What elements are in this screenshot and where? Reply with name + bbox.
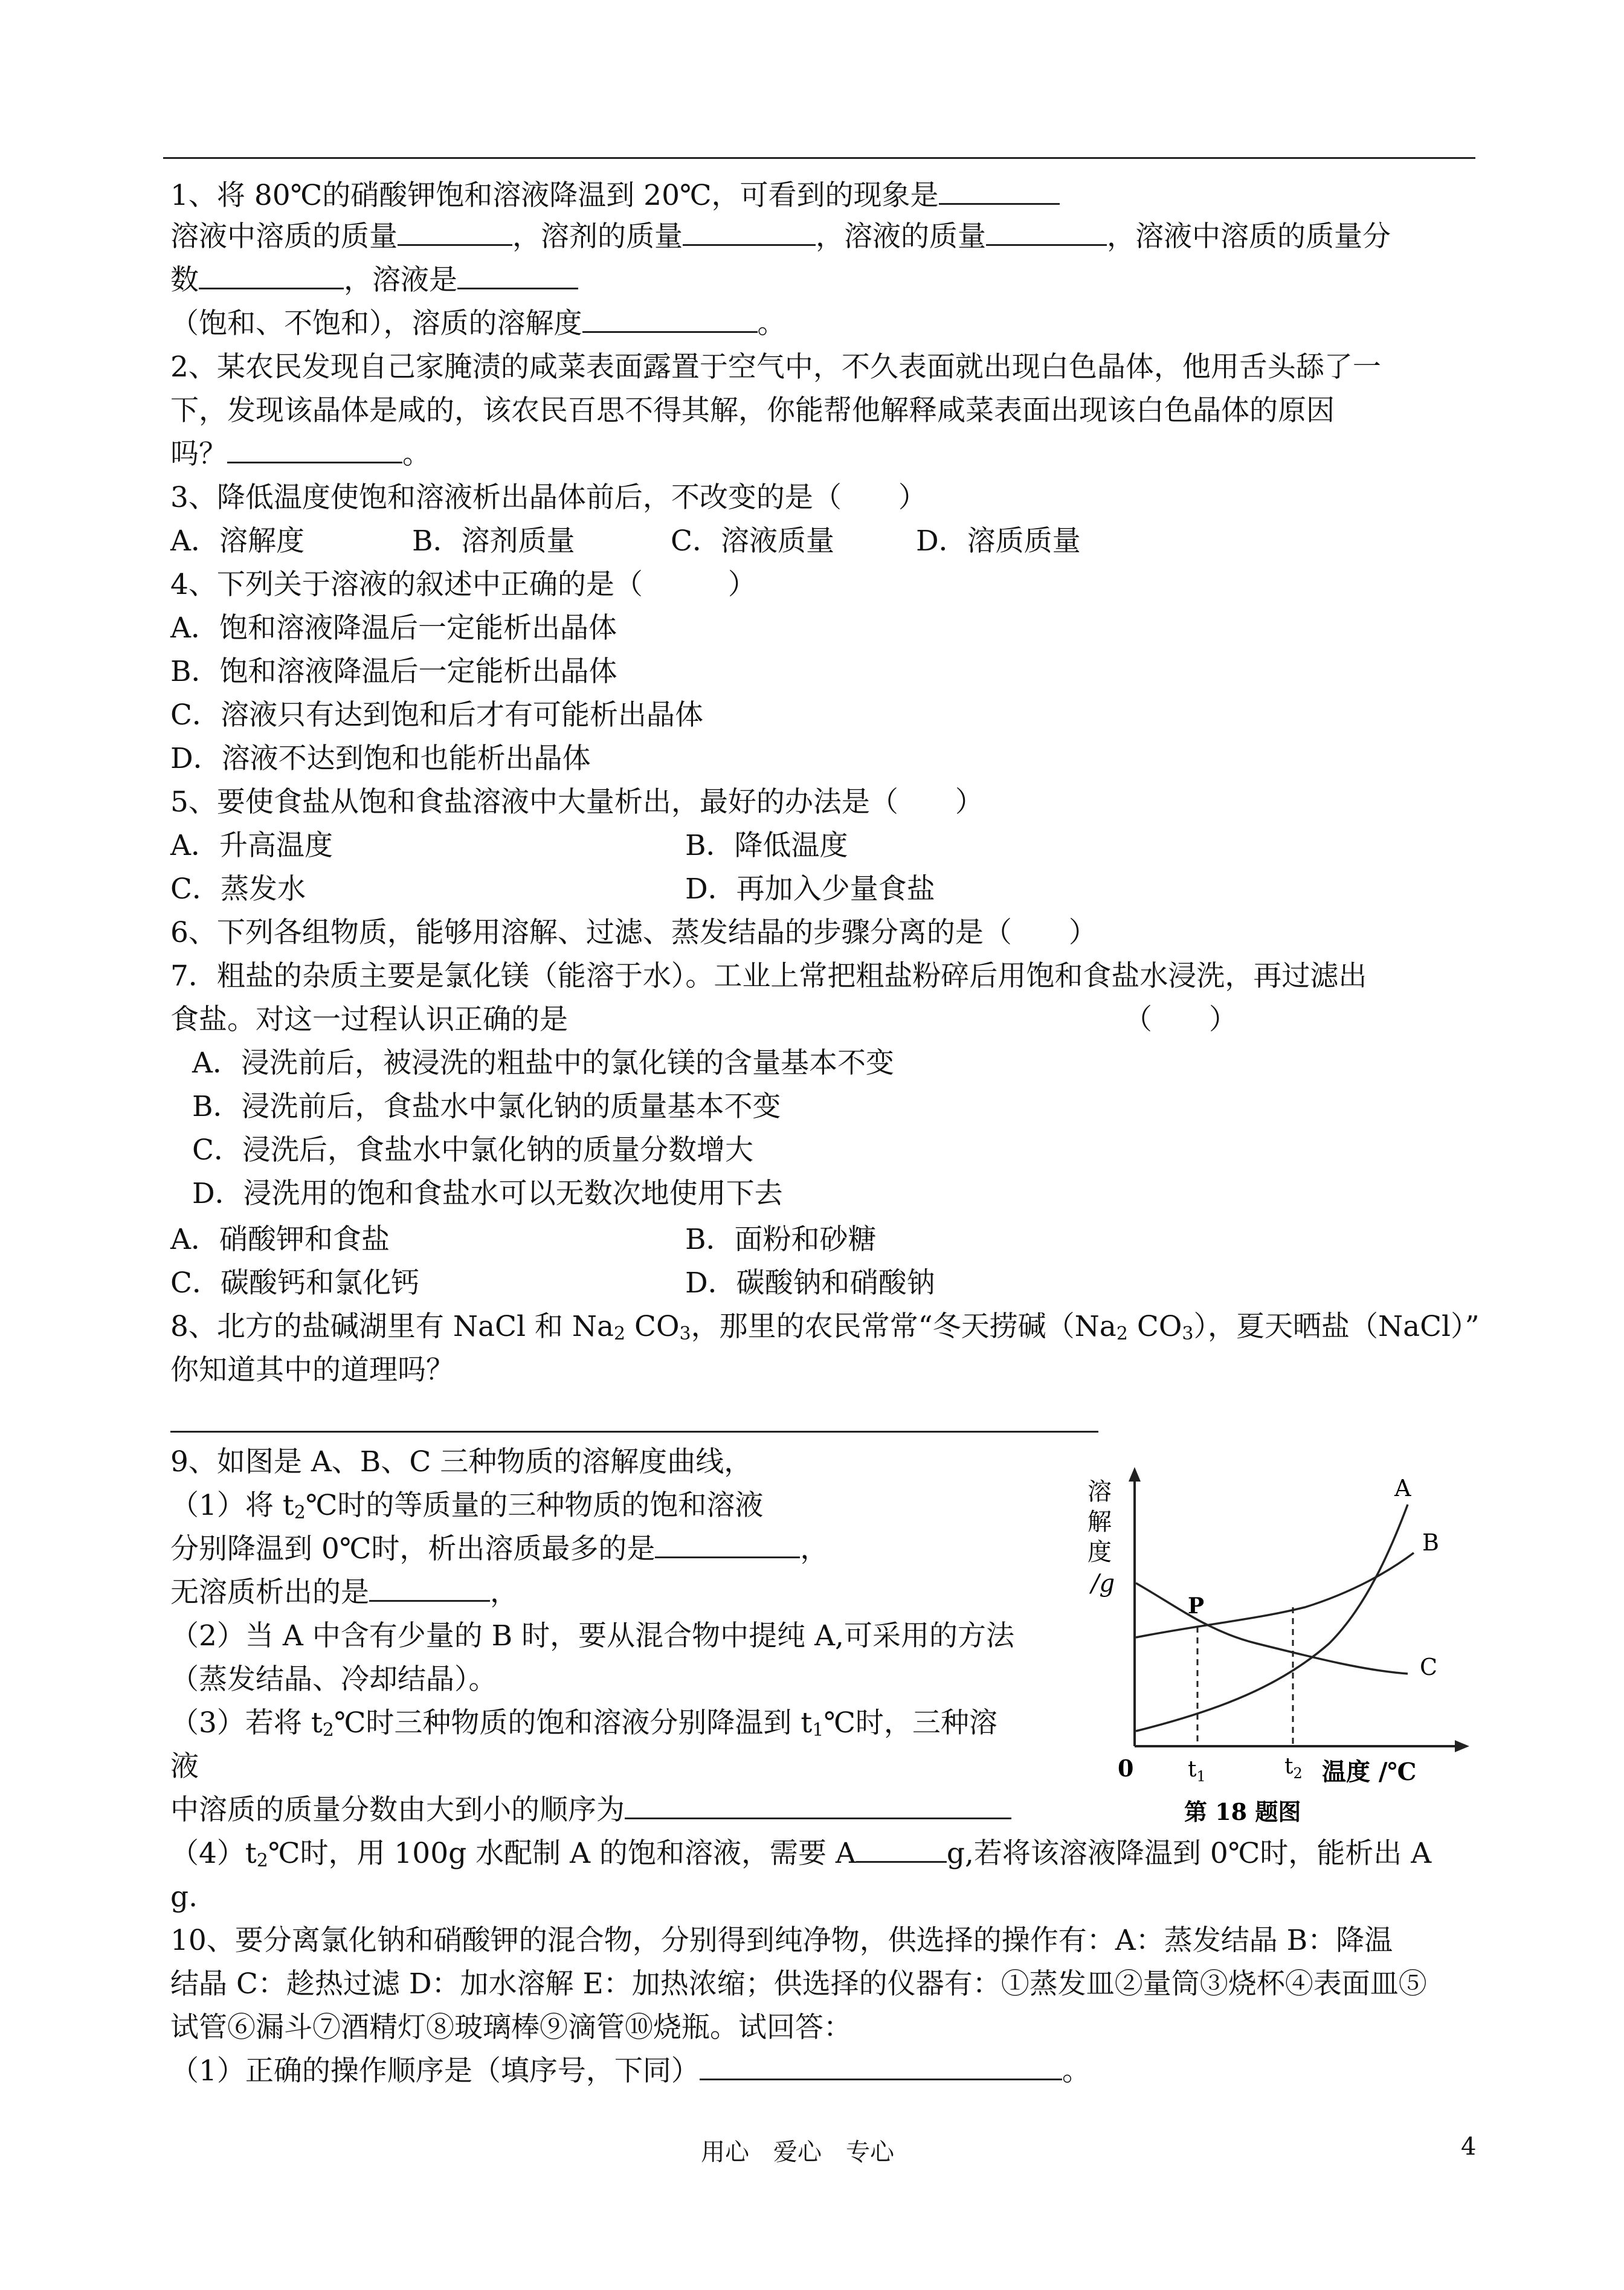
q3-option-d[interactable]: D．溶质质量: [916, 524, 1081, 558]
answer-blank[interactable]: [457, 261, 578, 289]
q1-line-2: 溶液中溶质的质量 ，溶剂的质量 ，溶液的质量 ，溶液中溶质的质量分: [170, 215, 1391, 259]
footer-motto: 用心 爱心 专心: [701, 2138, 894, 2166]
q9-part4-line-1: $(4)t_2℃$时，用 100g 水配制 A 的饱和溶液，需要 A g,若将该溶液降温到 0℃时，能析出 A: [170, 1832, 1431, 1883]
solubility-figure: [1075, 1462, 1474, 1831]
t1-label: $t_1$: [1188, 1757, 1206, 1785]
answer-blank[interactable]: [199, 261, 344, 289]
q7-option-d[interactable]: D．浸洗用的饱和食盐水可以无数次地使用下去: [192, 1177, 783, 1210]
q5-option-b[interactable]: B．降低温度: [685, 829, 848, 862]
q7-option-a[interactable]: A．浸洗前后，被浸洗的粗盐中的氯化镁的含量基本不变: [192, 1047, 894, 1080]
q9-part3-line-2: 液: [170, 1750, 199, 1783]
q7-line-1: 7．粗盐的杂质主要是氯化镁（能溶于水）。工业上常把粗盐粉碎后用饱和食盐水浸洗，再过滤出: [170, 960, 1367, 993]
q9-part1-line-1: （1）将 $t_2℃$时的等质量的三种物质的饱和溶液: [170, 1489, 764, 1523]
curve-c: [1136, 1583, 1408, 1674]
answer-blank[interactable]: [939, 176, 1060, 205]
q4-stem: 4、下列关于溶液的叙述中正确的是（ ）: [170, 568, 756, 601]
q7-option-b[interactable]: B．浸洗前后，食盐水中氯化钠的质量基本不变: [192, 1090, 781, 1123]
answer-blank[interactable]: [582, 305, 758, 333]
answer-blank[interactable]: [369, 1573, 490, 1602]
q6-option-d[interactable]: D．碳酸钠和硝酸钠: [685, 1266, 935, 1300]
solubility-curve-diagram: [1075, 1462, 1474, 1831]
q5-option-c[interactable]: C．蒸发水: [170, 872, 306, 906]
q2-line-2: 下，发现该晶体是咸的，该农民百思不得其解，你能帮他解释咸菜表面出现该白色晶体的原因: [170, 394, 1335, 427]
q2-line-1: 2、某农民发现自己家腌渍的咸菜表面露置于空气中，不久表面就出现白色晶体，他用舌头舔了一: [170, 350, 1381, 384]
q5-option-a[interactable]: A．升高温度: [170, 829, 333, 862]
curve-b-label: B: [1422, 1529, 1439, 1556]
q10-line-2: 结晶 C：趁热过滤 D：加水溶解 E：加热浓缩；供选择的仪器有：①蒸发皿②量筒③烧杯④表面皿⑤: [170, 1967, 1427, 2001]
q1-line-3: 数 ，溶液是: [170, 259, 578, 302]
answer-blank[interactable]: [655, 1530, 800, 1558]
answer-blank[interactable]: [625, 1791, 1011, 1819]
answer-blank[interactable]: [986, 218, 1107, 246]
q4-option-d[interactable]: D．溶液不达到饱和也能析出晶体: [170, 742, 591, 775]
q3-option-b[interactable]: B．溶剂质量: [412, 524, 575, 558]
ylabel-char-1: 溶: [1088, 1478, 1112, 1506]
q3-option-a[interactable]: A．溶解度: [170, 524, 304, 558]
q10-part1: （1）正确的操作顺序是（填序号，下同） 。: [170, 2050, 1091, 2093]
q2-line-3: 吗？ 。: [170, 433, 431, 476]
ylabel-unit: /g: [1091, 1570, 1115, 1598]
q4-option-a[interactable]: A．饱和溶液降温后一定能析出晶体: [170, 611, 617, 645]
q3-stem: 3、降低温度使饱和溶液析出晶体前后，不改变的是（ ）: [170, 481, 927, 514]
q4-option-b[interactable]: B．饱和溶液降温后一定能析出晶体: [170, 655, 617, 688]
q10-line-3: 试管⑥漏斗⑦酒精灯⑧玻璃棒⑨滴管⑩烧瓶。试回答：: [170, 2011, 852, 2044]
q9-line-1: 9、如图是 A、B、C 三种物质的溶解度曲线，: [170, 1445, 753, 1479]
curve-b: [1136, 1553, 1414, 1637]
xlabel: 温度 /℃: [1322, 1758, 1417, 1786]
q7-answer-paren: （ ）: [1124, 1003, 1237, 1036]
answer-blank[interactable]: [856, 1834, 947, 1863]
ylabel-char-3: 度: [1088, 1538, 1112, 1566]
q10-line-1: 10、要分离氯化钠和硝酸钾的混合物，分别得到纯净物，供选择的操作有：A：蒸发结晶 B：降温: [170, 1924, 1393, 1957]
q1-line-1: 1、将 80℃的硝酸钾饱和溶液降温到 20℃，可看到的现象是: [170, 174, 1060, 218]
q9-part1-line-3: 无溶质析出的是 ，: [170, 1571, 518, 1614]
x-axis-arrow: [1455, 1740, 1469, 1752]
q8-answer-line[interactable]: [170, 1431, 1098, 1433]
q8-line-1: 8、北方的盐碱湖里有 NaCl 和 $Na_2$ $CO_3$，那里的农民常常“冬天捞碱（$Na_2$ $CO_3$），夏天晒盐（NaCl）”: [170, 1310, 1480, 1344]
q9-part3-line-3: 中溶质的质量分数由大到小的顺序为: [170, 1788, 1011, 1832]
answer-blank[interactable]: [227, 435, 402, 463]
answer-blank[interactable]: [683, 218, 816, 246]
q6-option-b[interactable]: B．面粉和砂糖: [685, 1223, 877, 1256]
q9-part4-line-2: g.: [170, 1880, 198, 1914]
page-number: 4: [1461, 2133, 1477, 2161]
q7-option-c[interactable]: C．浸洗后，食盐水中氯化钠的质量分数增大: [192, 1134, 753, 1167]
q9-part3-line-1: （3）若将 $t_2℃$时三种物质的饱和溶液分别降温到 $t_1℃$时，三种溶: [170, 1706, 997, 1741]
q5-stem: 5、要使食盐从饱和食盐溶液中大量析出，最好的办法是（ ）: [170, 785, 984, 819]
origin-label: 0: [1118, 1755, 1134, 1782]
q9-part2-line-2: （蒸发结晶、冷却结晶）。: [170, 1663, 497, 1696]
curve-a-label: A: [1394, 1475, 1411, 1501]
q6-stem: 6、下列各组物质，能够用溶解、过滤、蒸发结晶的步骤分离的是（ ）: [170, 916, 1097, 949]
curve-c-label: C: [1420, 1654, 1438, 1680]
t2-label: $t_2$: [1284, 1754, 1303, 1782]
top-rule: [163, 157, 1475, 159]
y-axis-arrow: [1129, 1467, 1141, 1482]
q6-option-c[interactable]: C．碳酸钙和氯化钙: [170, 1266, 419, 1300]
answer-blank[interactable]: [700, 2052, 1062, 2080]
q7-line-2: 食盐。对这一过程认识正确的是: [170, 1003, 568, 1036]
answer-blank[interactable]: [398, 218, 512, 246]
point-p-label: P: [1188, 1593, 1205, 1619]
ylabel-char-2: 解: [1088, 1508, 1112, 1536]
q6-option-a[interactable]: A．硝酸钾和食盐: [170, 1223, 390, 1256]
curve-a: [1136, 1505, 1408, 1731]
q3-option-c[interactable]: C．溶液质量: [671, 524, 834, 558]
q9-part1-line-2: 分别降温到 0℃时，析出溶质最多的是 ，: [170, 1527, 828, 1571]
q9-part2-line-1: （2）当 A 中含有少量的 B 时，要从混合物中提纯 A,可采用的方法: [170, 1619, 1014, 1653]
q1-line-4: （饱和、不饱和），溶质的溶解度 。: [170, 302, 786, 346]
figure-caption: 第 18 题图: [1184, 1798, 1301, 1825]
q4-option-c[interactable]: C．溶液只有达到饱和后才有可能析出晶体: [170, 698, 703, 732]
q5-option-d[interactable]: D．再加入少量食盐: [685, 872, 935, 906]
q8-line-2: 你知道其中的道理吗？: [170, 1353, 454, 1387]
